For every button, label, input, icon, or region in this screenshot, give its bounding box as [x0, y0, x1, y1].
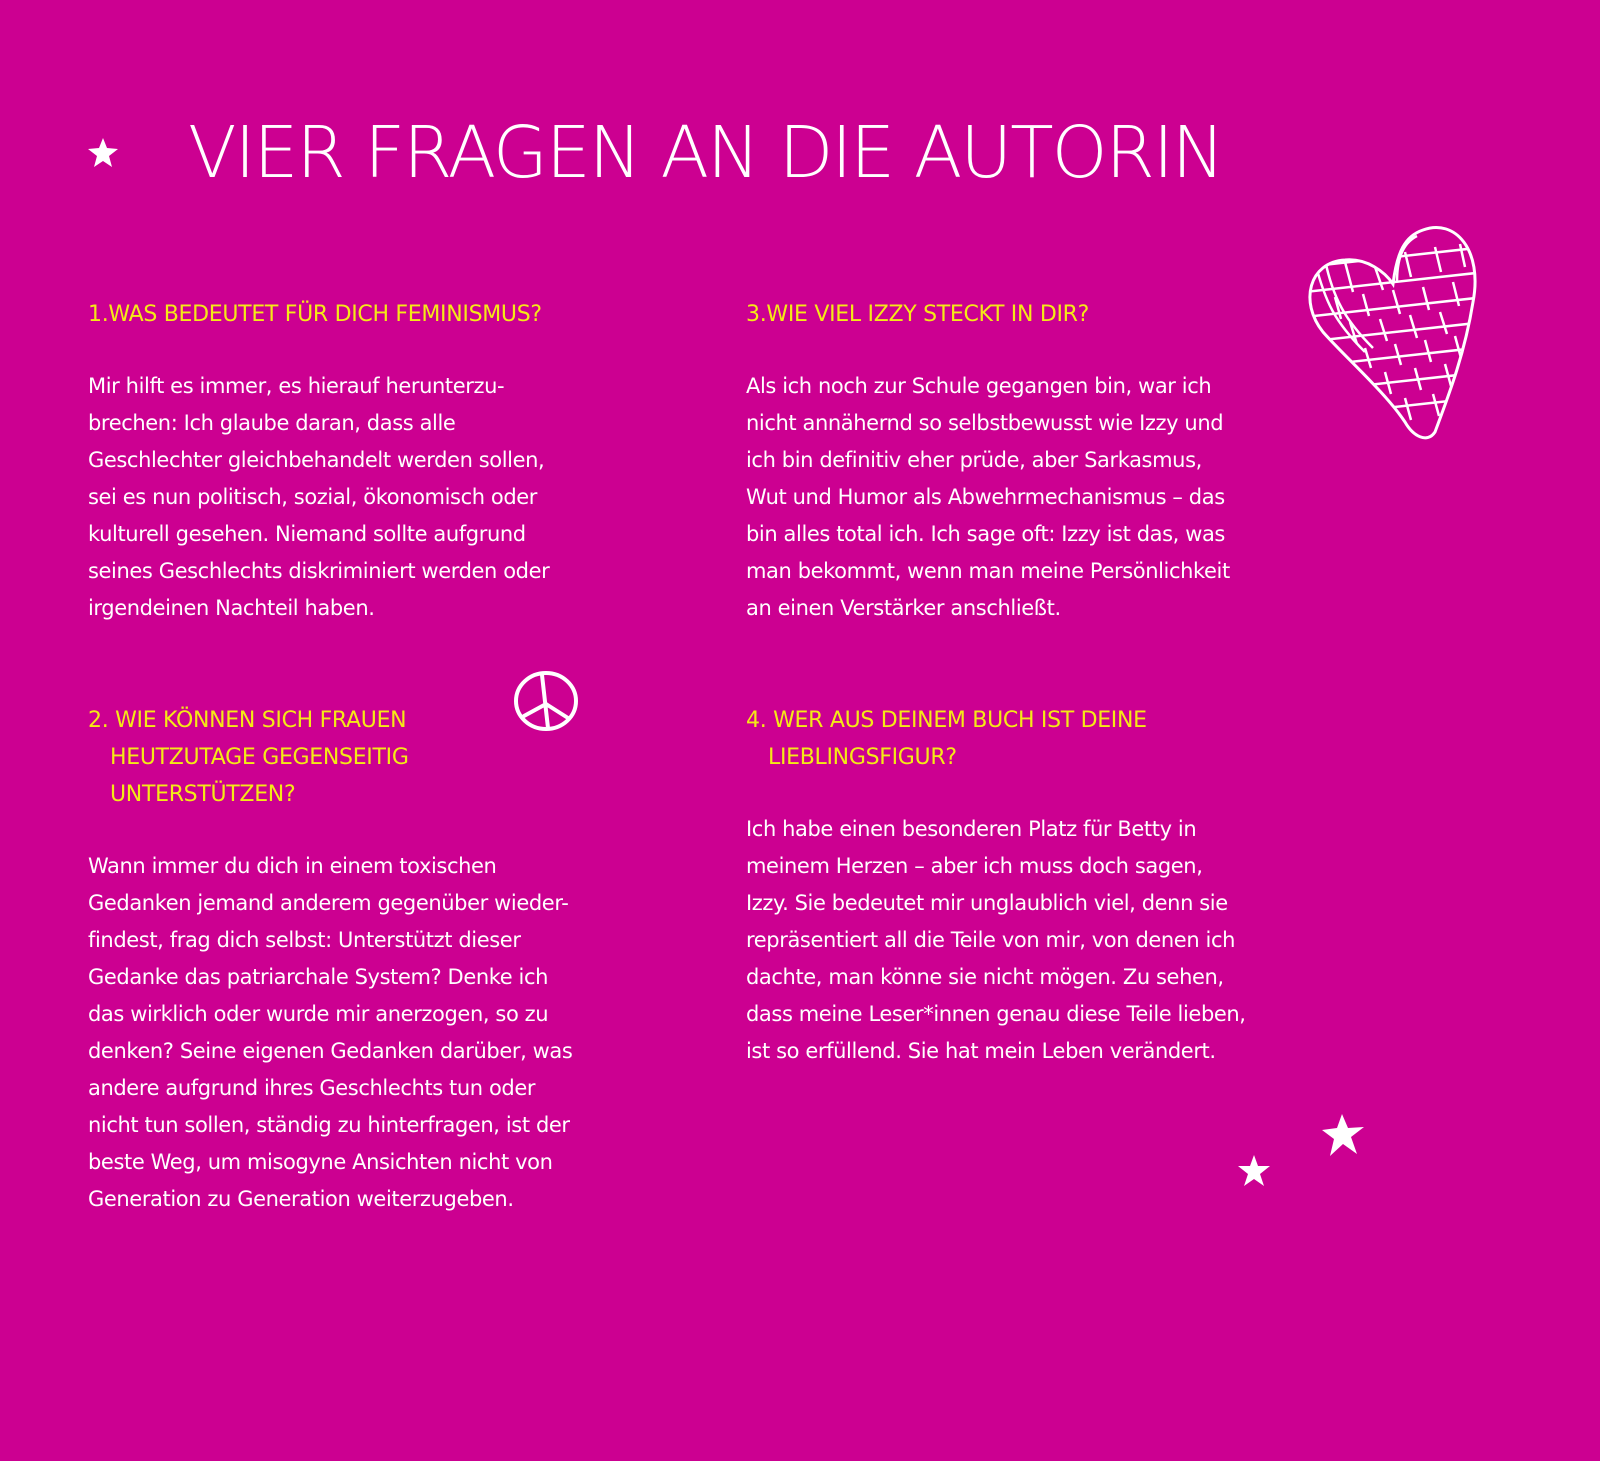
- question-heading: 2. WIE KÖNNEN SICH FRAUEN HEUTZUTAGE GEGENSEITIG UNTERSTÜTZEN?: [88, 708, 409, 807]
- question-3: [746, 296, 1286, 627]
- question-heading: 4. WER AUS DEINEM BUCH IST DEINE LIEBLINGSFIGUR?: [746, 708, 1147, 770]
- star-icon: [1320, 1112, 1368, 1160]
- question-heading: 3.WIE VIEL IZZY STECKT IN DIR?: [746, 302, 1090, 327]
- answer-text: Als ich noch zur Schule gegangen bin, war ich nicht annähernd so selbstbewusst wie Izzy und ich bin definitiv eher prüde, aber Sarkasmus, Wut und Humor als Abwehrmechanismus – das bin alles total ich. Ich sage oft: Izzy ist das, was man bekommt, wenn man meine Persönlichkeit an einen Verstärker anschließt.: [746, 374, 1230, 620]
- question-heading: 1.WAS BEDEUTET FÜR DICH FEMINISMUS?: [88, 302, 542, 327]
- page-title: VIER FRAGEN AN DIE AUTORIN: [188, 111, 1223, 194]
- answer-text: Mir hilft es immer, es hierauf herunterzu- brechen: Ich glaube daran, dass alle Geschlechter gleichbehandelt werden sollen, sei es nun politisch, sozial, ökonomisch oder kulturell gesehen. Niemand sollte aufgrund seines Geschlechts diskriminiert werden oder irgendeinen Nachteil haben.: [88, 374, 550, 620]
- question-1: [88, 296, 628, 627]
- answer-text: Ich habe einen besonderen Platz für Betty in meinem Herzen – aber ich muss doch sagen, Izzy. Sie bedeutet mir unglaublich viel, denn sie repräsentiert all die Teile von mir, von denen ich dachte, man könne sie nicht mögen. Zu sehen, dass meine Leser*innen genau diese Teile lieben, ist so erfüllend. Sie hat mein Leben verändert.: [746, 817, 1246, 1063]
- heart-icon: [1305, 222, 1485, 444]
- question-4: [746, 702, 1286, 1070]
- star-icon: [1236, 1153, 1272, 1189]
- question-2: [88, 702, 628, 1218]
- answer-text: Wann immer du dich in einem toxischen Gedanken jemand anderem gegenüber wieder- findest, frag dich selbst: Unterstützt dieser Gedanke das patriarchale System? Denke ich das wirklich oder wurde mir anerzogen, so zu denken? Seine eigenen Gedanken darüber, was andere aufgrund ihres Geschlechts tun oder nicht tun sollen, ständig zu hinterfragen, ist der beste Weg, um misogyne Ansichten nicht von Generation zu Generation weiterzugeben.: [88, 854, 573, 1211]
- star-icon: [86, 136, 120, 170]
